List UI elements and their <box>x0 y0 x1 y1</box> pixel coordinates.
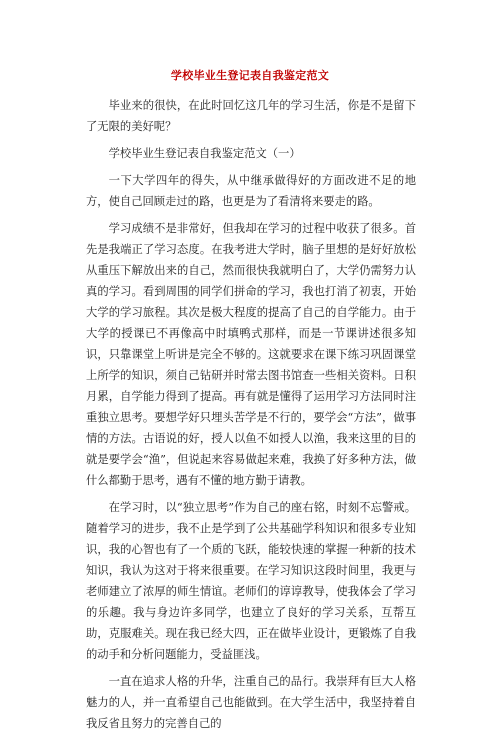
paragraph: 在学习时，以“独立思考”作为自己的座右铭，时刻不忘警戒。随着学习的进步，我不止是学到了公共基础学科知识和很多专业知识，我的心智也有了一个质的飞跃，能较快速的掌握一种新的技术知识，我认为这对于将来很重要。在学习知识这段时间里，我更与老师建立了浓厚的师生情谊。老师们的谆谆教导，使我体会了学习的乐趣。我与身边许多同学，也建立了良好的学习关系，互帮互助，克服难关。现在我已经大四，正在做毕业设计，更锻炼了自我的动手和分析问题能力，受益匪浅。 <box>86 501 416 661</box>
document-title: 学校毕业生登记表自我鉴定范文 <box>170 69 330 82</box>
paragraph: 一下大学四年的得失，从中继承做得好的方面改进不足的地方，使自己回顾走过的路，也更是为了看清将来要走的路。 <box>86 174 416 208</box>
section-heading: 学校毕业生登记表自我鉴定范文（一） <box>108 147 301 160</box>
paragraph: 学习成绩不是非常好，但我却在学习的过程中收获了很多。首先是我端正了学习态度。在我考进大学时，脑子里想的是好好放松从重压下解放出来的自己，然而很快我就明白了，大学仍需努力认真的学习。看到周围的同学们拼命的学习，我也打消了初衷，开始大学的学习旅程。其次是极大程度的提高了自己的自学能力。由于大学的授课已不再像高中时填鸭式那样，而是一节课讲述很多知识，只靠课堂上听讲是完全不够的。这就要求在课下练习巩固课堂上所学的知识，须自己钻研并时常去图书馆查一些相关资料。日积月累，自学能力得到了提高。再有就是懂得了运用学习方法同时注重独立思考。要想学好只埋头苦学是不行的，要学会“方法”，做事情的方法。古语说的好，授人以鱼不如授人以渔，我来这里的目的就是要学会“渔”，但说起来容易做起来难，我换了好多种方法，做什么都勤于思考，遇有不懂的地方勤于请教。 <box>86 222 416 487</box>
paragraph-intro: 毕业来的很快，在此时回忆这几年的学习生活，你是不是留下了无限的美好呢？ <box>86 99 416 133</box>
document-body <box>86 95 416 734</box>
paragraph: 一直在追求人格的升华，注重自己的品行。我崇拜有巨大人格魅力的人，并一直希望自己也能做到。在大学生活中，我坚持着自我反省且努力的完善自己的 <box>86 675 416 730</box>
